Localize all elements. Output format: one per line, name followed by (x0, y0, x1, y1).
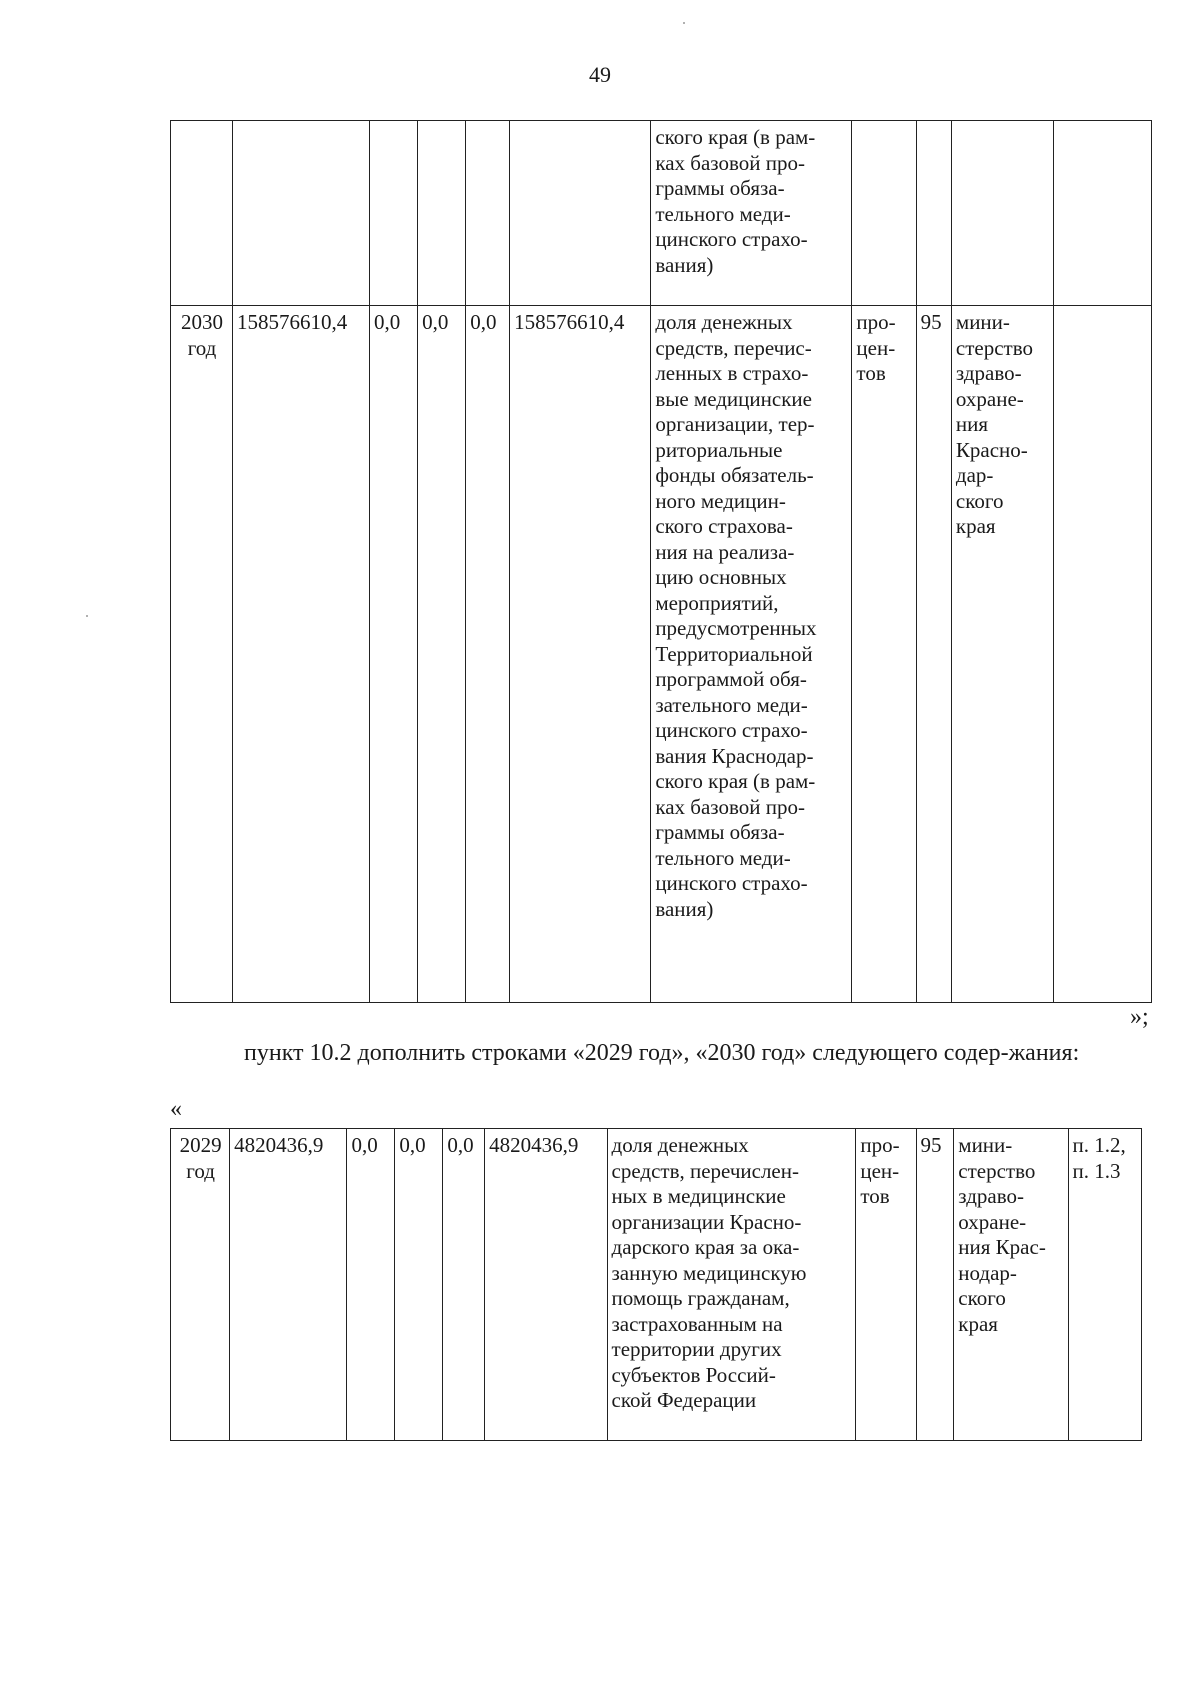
indicators-table-continued (170, 120, 1152, 1003)
indicator-cell: доля денежных средств, перечислен- ных в медицинские организации Красно- дарского края за ока- занную медицинскую помощь гражданам, застрахованным на территории других субъектов Россий- ской Федерации (607, 1129, 856, 1441)
funding-cell: 4820436,9 (485, 1129, 607, 1441)
table-row (171, 121, 1152, 306)
indicator-cell: доля денежных средств, перечис- ленных в страхо- вые медицинские организации, тер- риториальные фонды обязатель- ного медицин- ского страхова- ния на реализа- цию основных мероприятий, предусмотренных Территориальной программой обя- зательного меди- цинского страхо- вания Краснодар- ского края (в рам- ках базовой про- граммы обяза- тельного меди- цинского страхо- вания) (651, 306, 852, 1003)
scan-speck (683, 22, 685, 24)
table-row (171, 306, 1152, 1003)
funding-cell: 158576610,4 (510, 306, 651, 1003)
closing-quote: »; (1130, 1004, 1149, 1030)
scan-speck (86, 615, 88, 617)
unit-cell: про- цен- тов (856, 1129, 916, 1441)
value-cell: 95 (916, 306, 951, 1003)
funding-cell (418, 121, 466, 306)
amendment-paragraph (170, 1036, 1152, 1070)
indicator-cell: ского края (в рам- ках базовой про- граммы обяза- тельного меди- цинского страхо- вания) (651, 121, 852, 306)
value-cell: 95 (916, 1129, 954, 1441)
funding-cell (510, 121, 651, 306)
funding-cell: 0,0 (395, 1129, 443, 1441)
page-number: 49 (589, 62, 611, 87)
funding-cell: 0,0 (369, 306, 417, 1003)
year-cell: 2030 год (171, 306, 233, 1003)
paragraph-text: пункт 10.2 дополнить строками «2029 год», «2030 год» следующего содер-жания: (244, 1040, 1080, 1066)
year-cell: 2029 год (171, 1129, 230, 1441)
indicators-table-new-rows (170, 1128, 1142, 1441)
opening-quote: « (170, 1096, 182, 1122)
reference-cell (1053, 306, 1151, 1003)
table-row (171, 1129, 1142, 1441)
unit-cell: про- цен- тов (852, 306, 916, 1003)
funding-cell (466, 121, 510, 306)
unit-cell (852, 121, 916, 306)
funding-cell (369, 121, 417, 306)
total-cell: 4820436,9 (230, 1129, 347, 1441)
funding-cell: 0,0 (466, 306, 510, 1003)
funding-cell: 0,0 (418, 306, 466, 1003)
value-cell (916, 121, 951, 306)
responsible-cell (951, 121, 1053, 306)
funding-cell: 0,0 (443, 1129, 485, 1441)
responsible-cell: мини- стерство здраво- охране- ния Красно- дар- ского края (951, 306, 1053, 1003)
total-cell: 158576610,4 (233, 306, 370, 1003)
total-cell (233, 121, 370, 306)
reference-cell: п. 1.2, п. 1.3 (1068, 1129, 1141, 1441)
funding-cell: 0,0 (347, 1129, 395, 1441)
year-cell (171, 121, 233, 306)
responsible-cell: мини- стерство здраво- охране- ния Крас- нодар- ского края (954, 1129, 1068, 1441)
reference-cell (1053, 121, 1151, 306)
